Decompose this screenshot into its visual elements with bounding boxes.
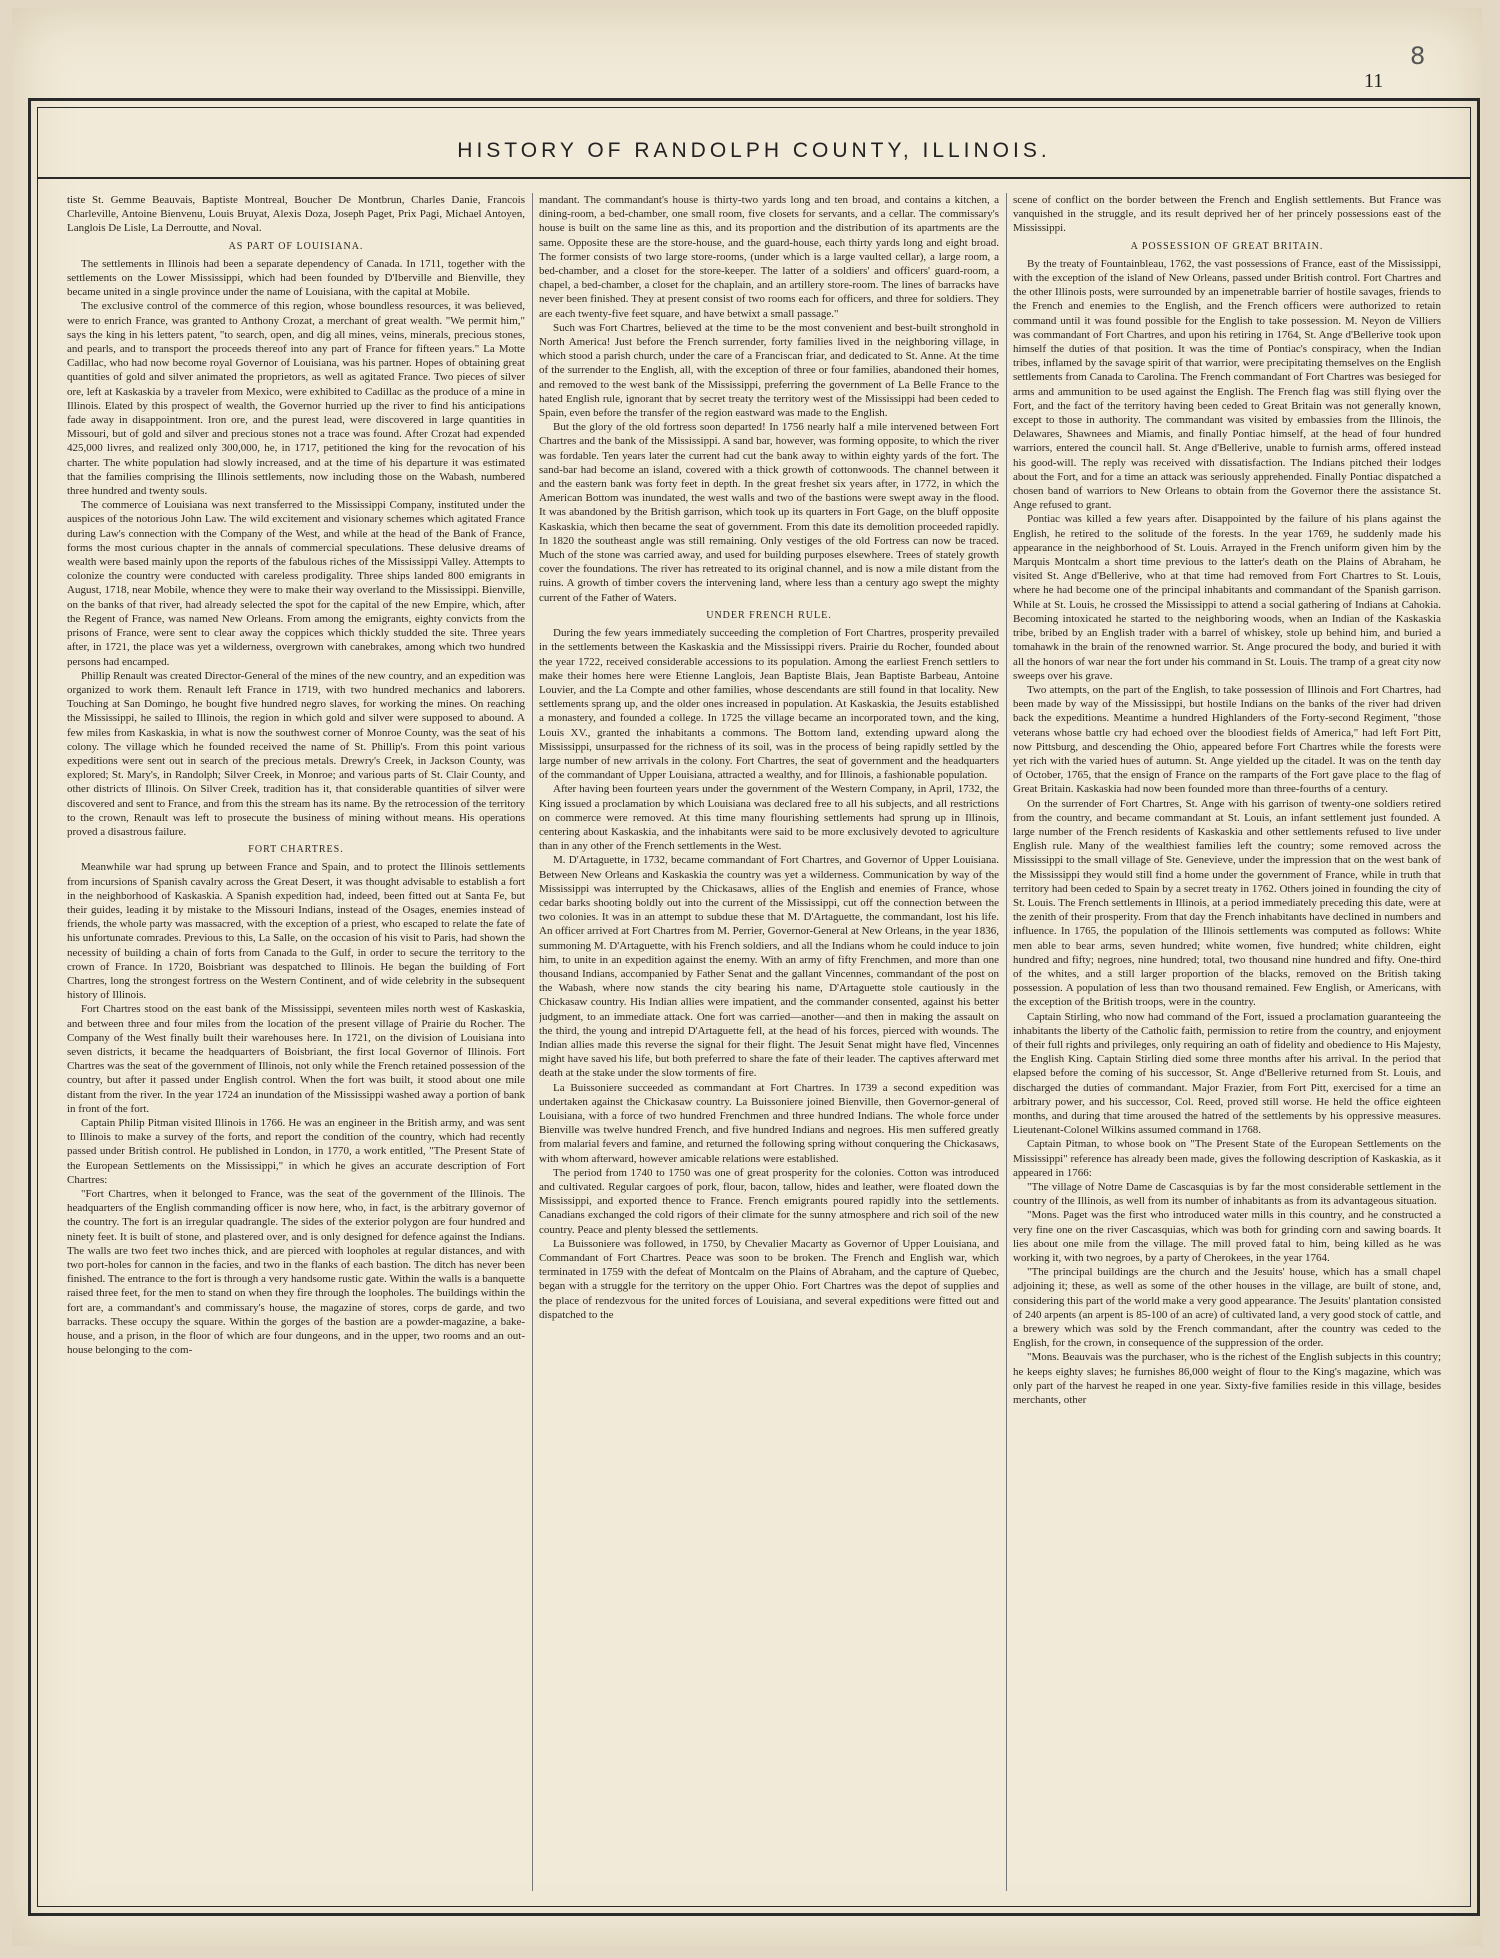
paragraph: Two attempts, on the part of the English, to take possession of Illinois and Fort Chartres, had been made by way of the Mississippi, but hostile Indians on the banks of the river had driven back the expeditions. Meantime a hundred Highlanders of the Forty-second Regiment, "those veterans whose battle cry had echoed over the bloodiest fields of America," had left Fort Pitt, now Pittsburg, and descending the Ohio, appeared before Fort Chartres while the forests were yet rich with the varied hues of autumn. St. Ange yielded up the citadel. It was on the tenth day of October, 1765, that the ensign of France on the ramparts of the Fort gave place to the flag of Great Britain. Kaskaskia had now been founded more than three-fourths of a century. (1013, 683, 1441, 796)
paragraph: "Fort Chartres, when it belonged to France, was the seat of the government of the Illinois. The headquarters of the English commanding officer is now here, who, in fact, is the arbitrary governor of the country. The fort is an irregular quadrangle. The sides of the exterior polygon are four hundred and ninety feet. It is built of stone, and plastered over, and is only designed for defence against the Indians. The walls are two feet two inches thick, and are pierced with loopholes at regular distances, and with two port-holes for cannon in the facies, and two in the flanks of each bastion. The ditch has never been finished. The entrance to the fort is through a very handsome rustic gate. Within the walls is a banquette raised three feet, for the men to stand on when they fire through the loopholes. The buildings within the fort are, a commandant's and commissary's house, the magazine of stores, corps de garde, and two barracks. These occupy the square. Within the gorges of the bastion are a powder-magazine, a bake-house, and a prison, in the floor of which are four dungeons, and in the upper, two rooms and an out-house belonging to the com- (67, 1188, 525, 1357)
paragraph: Fort Chartres stood on the east bank of the Mississippi, seventeen miles north west of Kaskaskia, and between three and four miles from the location of the present village of Prairie du Rocher. The Company of the West finally built their warehouses here. In 1721, on the division of Louisiana into seven districts, it became the headquarters of Boisbriant, the first local Governor of Illinois. Fort Chartres was the seat of the government of Illinois, not only while the French retained possession of the country, but after it passed under English control. When the fort was built, it stood about one mile distant from the river. In the year 1724 an inundation of the Mississippi washed away a portion of bank in front of the fort. (67, 1003, 525, 1115)
handwritten-note: 8 (1410, 42, 1426, 70)
paragraph: mandant. The commandant's house is thirty-two yards long and ten broad, and contains a kitchen, a dining-room, a bed-chamber, one small room, five closets for servants, and a cellar. The commissary's house is built on the same line as this, and its proportion and the distribution of its apartments are the same. Opposite these are the store-house, and the guard-house, each thirty yards long and eight broad. The former consists of two large store-rooms, (under which is a large vaulted cellar), a large room, a bed-chamber, and a closet for the store-keeper. The latter of a soldiers' and officers' guard-room, a chapel, a bed-chamber, a closet for the chaplain, and an artillery store-room. The lines of barracks have never been finished. They at present consist of two rooms each for officers, and three for soldiers. They are each twenty-five feet square, and have betwixt a small passage." (539, 194, 999, 320)
section-heading: FORT CHARTRES. (248, 844, 344, 856)
paragraph: "Mons. Paget was the first who introduced water mills in this country, and he constructed a very fine one on the river Cascasquias, which was both for grinding corn and sawing boards. It lies about one mile from the village. The mill proved fatal to him, being killed as he was working it, with two negroes, by a party of Cherokees, in the year 1764. (1013, 1209, 1441, 1265)
column-divider (532, 193, 533, 1891)
section-heading: A POSSESSION OF GREAT BRITAIN. (1130, 240, 1324, 252)
paragraph: Phillip Renault was created Director-General of the mines of the new country, and an expedition was organized to work them. Renault left France in 1719, with two hundred mechanics and laborers. Touching at San Domingo, he bought five hundred negro slaves, for working the mines. On reaching the Mississippi, he sailed to Illinois, the region in which gold and silver were supposed to abound. A few miles from Kaskaskia, in what is now the southwest corner of Monroe County, was the seat of his colony. The village which he founded received the name of St. Phillip's. From this point various expeditions were sent out in search of the precious metals. Drewry's Creek, in Jackson County, was explored; St. Mary's, in Randolph; Silver Creek, in Monroe; and various parts of St. Clair County, and other districts of Illinois. On Silver Creek, tradition has it, that considerable quantities of silver were discovered and sent to France, and from this the stream has its name. By the retrocession of the territory to the crown, Renault was left to prosecute the business of mining without means. His operations proved a disastrous failure. (67, 669, 525, 838)
paragraph: Captain Philip Pitman visited Illinois in 1766. He was an engineer in the British army, and was sent to Illinois to make a survey of the forts, and report the condition of the country, which had recently passed under British control. He published in London, in 1770, a work entitled, "The Present State of the European Settlements on the Mississippi," in which he gives an accurate description of Fort Chartres: (67, 1117, 525, 1186)
paragraph: The exclusive control of the commerce of this region, whose boundless resources, it was believed, were to enrich France, was granted to Anthony Crozat, a merchant of great wealth. "We permit him," says the king in his letters patent, "to search, open, and dig all mines, veins, minerals, precious stones, and pearls, and to transport the proceeds thereof into any part of France for fifteen years." La Motte Cadillac, who had now become royal Governor of Louisiana, was his partner. Hopes of obtaining great quantities of gold and silver animated the proprietors, as well as agitated France. Two pieces of silver ore, left at Kaskaskia by a traveler from Mexico, were exhibited to Cadillac as the produce of a mine in Illinois. Elated by this prospect of wealth, the Governor hurried up the river to find his anticipations fade away in disappointment. Iron ore, and the purest lead, were discovered in large quantities in Missouri, but of gold and silver and precious stones not a trace was found. After Crozat had expended 425,000 livres, and realized only 300,000, he, in 1717, petitioned the king for the revocation of his charter. The white population had slowly increased, and at the time of his departure it was estimated that the families comprising the Illinois settlements, now including those on the Wabash, numbered three hundred and twenty souls. (67, 300, 525, 498)
paragraph: After having been fourteen years under the government of the Western Company, in April, 1732, the King issued a proclamation by which Louisiana was declared free to all his subjects, and all restrictions on commerce were removed. At this time many flourishing settlements had sprung up in Illinois, centering about Kaskaskia, and the inhabitants were said to be more exclusively devoted to agriculture than in any other of the French settlements in the West. (539, 783, 999, 853)
paragraph: The commerce of Louisiana was next transferred to the Mississippi Company, instituted under the auspices of the notorious John Law. The wild excitement and visionary schemes which agitated France during Law's connection with the Company of the West, and while at the head of the Bank of France, forms the most curious chapter in the annals of commercial speculations. These delusive dreams of wealth were based mainly upon the reports of the fabulous riches of the Mississippi Valley. Attempts to colonize the country were conducted with careless prodigality. Three ships landed 800 emigrants in August, 1718, near Mobile, whence they were to make their way overland to the Mississippi. Bienville, on the banks of that river, had already selected the spot for the capital of the new Empire, which, after the Regent of France, was named New Orleans. From among the emigrants, eighty convicts from the prisons of France, were sent to clear away the coppices which thickly studded the site. Three years after, in 1721, the place was yet a wilderness, overgrown with canebrakes, among which two hundred persons had encamped. (67, 499, 525, 668)
paragraph: Captain Stirling, who now had command of the Fort, issued a proclamation guaranteeing the inhabitants the liberty of the Catholic faith, permission to retire from the country, and enjoyment of their full rights and privileges, only requiring an oath of fidelity and obedience to His Majesty, the English King. Captain Stirling died some three months after his arrival. In the period that elapsed before the coming of his successor, St. Ange d'Bellerive returned from St. Louis, and discharged the duties of commandant. Major Frazier, from Fort Pitt, exercised for a time an arbitrary power, and his successor, Col. Reed, proved still worse. He held the office eighteen months, and during that time aroused the hatred of the settlements by his oppressive measures. Lieutenant-Colonel Wilkins assumed command in 1768. (1013, 1010, 1441, 1137)
column-divider (1006, 193, 1007, 1891)
page-frame (28, 98, 1480, 1916)
paragraph: La Buissoniere was followed, in 1750, by Chevalier Macarty as Governor of Upper Louisiana, and Commandant of Fort Chartres. Peace was soon to be broken. The French and English war, which terminated in 1759 with the defeat of Montcalm on the Plains of Abraham, and the capture of Quebec, began with a struggle for the territory on the upper Ohio. Fort Chartres was the depot of supplies and the place of rendezvous for the united forces of Louisiana, and several expeditions were fitted out and dispatched to the (539, 1237, 999, 1321)
page-number: 11 (1364, 70, 1384, 92)
column-2 (539, 193, 999, 1893)
paragraph: On the surrender of Fort Chartres, St. Ange with his garrison of twenty-one soldiers retired from the country, and became commandant at St. Louis, an infant settlement just founded. A large number of the French residents of Kaskaskia and other settlements refused to live under English rule. Many of the wealthiest families left the country; some removed across the Mississippi to the small village of Ste. Genevieve, under the impression that on the west bank of the Mississippi they would still find a home under the government of France, while in truth that territory had been ceded to Spain by a secret treaty in 1762. Others joined in founding the city of St. Louis. The French settlements in Illinois, at a period immediately preceding this date, were at the zenith of their prosperity. From that day the French inhabitants have declined in numbers and influence. In 1765, the population of the Illinois settlements was computed as follows: White men able to bear arms, seven hundred; white women, five hundred; white children, eight hundred and fifty; negroes, nine hundred; total, two thousand nine hundred and fifty. One-third of the whites, and a still larger proportion of the blacks, removed on the British taking possession. A population of less than two thousand remained. Few English, or Americans, with the exception of the British troops, were in the country. (1013, 797, 1441, 1009)
paragraph: La Buissoniere succeeded as commandant at Fort Chartres. In 1739 a second expedition was undertaken against the Chickasaw country. La Buissoniere joined Bienville, then Governor-general of Louisiana, with a force of two hundred Frenchmen and three hundred Indians. The whole force under Bienville was twelve hundred French, and five hundred Indians and negroes. His men suffered greatly from malarial fevers and famine, and returned the following spring without conquering the Chickasaws, with whom afterward, however amicable relations were established. (539, 1081, 999, 1165)
paragraph: tiste St. Gemme Beauvais, Baptiste Montreal, Boucher De Montbrun, Charles Danie, Francois Charleville, Antoine Bienvenu, Louis Bruyat, Alexis Doza, Joseph Paget, Prix Pagi, Michael Antoyen, Langlois De Lisle, La Derroutte, and Noval. (67, 194, 525, 235)
paragraph: "The principal buildings are the church and the Jesuits' house, which has a small chapel adjoining it; these, as well as some of the other houses in the village, are built of stone, and, considering this part of the world make a very good appearance. The Jesuits' plantation consisted of 240 arpents (an arpent is 85-100 of an acre) of cultivated land, a very good stock of cattle, and a brewery which was sold by the French commandant, after the country was ceded to the English, for the crown, in consequence of the suppression of the order. (1013, 1266, 1441, 1350)
paragraph: The settlements in Illinois had been a separate dependency of Canada. In 1711, together with the settlements on the Lower Mississippi, which had been founded by D'Iberville and Bienville, they became united in a single province under the name of Louisiana, with the capital at Mobile. (67, 257, 525, 299)
paragraph: "Mons. Beauvais was the purchaser, who is the richest of the English subjects in this country; he keeps eighty slaves; he furnishes 86,000 weight of flour to the King's magazine, which was only part of the harvest he reaped in one year. Sixty-five families reside in this village, besides merchants, other (1013, 1351, 1441, 1407)
paragraph: "The village of Notre Dame de Cascasquias is by far the most considerable settlement in the country of the Illinois, as well from its number of inhabitants as from its advantageous situation. (1013, 1181, 1441, 1208)
paragraph: Captain Pitman, to whose book on "The Present State of the European Settlements on the Mississippi" reference has already been made, gives the following description of Kaskaskia, as it appeared in 1766: (1013, 1138, 1441, 1179)
title-rule (37, 177, 1471, 179)
column-1 (67, 193, 525, 1893)
section-heading: AS PART OF LOUISIANA. (228, 240, 364, 252)
paragraph: The period from 1740 to 1750 was one of great prosperity for the colonies. Cotton was introduced and cultivated. Regular cargoes of pork, flour, bacon, tallow, hides and leather, were floated down the Mississippi, and exported thence to France. French emigrants poured rapidly into the settlements. Canadians exchanged the cold rigors of their climate for the sunny atmosphere and rich soil of the new country. Peace and plenty blessed the settlements. (539, 1166, 999, 1236)
column-3 (1013, 193, 1441, 1893)
page-title: HISTORY OF RANDOLPH COUNTY, ILLINOIS. (457, 139, 1051, 162)
paragraph: scene of conflict on the border between the French and English settlements. But France was vanquished in the struggle, and its result deprived her of her princely possessions east of the Mississippi. (1013, 194, 1441, 235)
section-heading: UNDER FRENCH RULE. (706, 609, 832, 621)
paragraph: But the glory of the old fortress soon departed! In 1756 nearly half a mile intervened between Fort Chartres and the bank of the Mississippi. A sand bar, however, was forming opposite, to which the river was fordable. Ten years later the current had cut the bank away to within eighty yards of the fort. The sand-bar had become an island, covered with a thick growth of cottonwoods. The channel between it and the eastern bank was forty feet in depth. In the great freshet six years after, in 1772, in which the American Bottom was inundated, the west walls and two of the bastions were swept away in the flood. It was abandoned by the British garrison, which took up its quarters in Fort Gage, on the bluff opposite Kaskaskia, which then became the seat of government. From this date its demolition proceeded rapidly. In 1820 the southeast angle was still remaining. Only vestiges of the old Fortress can now be traced. Much of the stone was carried away, and used for building purposes elsewhere. Trees of stately growth cover the foundations. The river has retreated to its original channel, and is now a mile distant from the ruins. A growth of timber covers the intervening land, where less than a century ago swept the mighty current of the Father of Waters. (539, 421, 999, 604)
paragraph: Pontiac was killed a few years after. Disappointed by the failure of his plans against the English, he retired to the solitude of the forests. In the year 1769, he suddenly made his appearance in the neighborhood of St. Louis. Arrayed in the French uniform given him by the Marquis Montcalm a short time previous to the latter's death on the Plains of Abraham, he visited St. Ange d'Bellerive, who at that time had removed from Fort Chartres to St. Louis, where he had become one of the principal inhabitants and commandant of the Spanish garrison. While at St. Louis, he crossed the Mississippi to attend a social gathering of Indians at Cahokia. Becoming intoxicated he started to the neighboring woods, when an Indian of the Kaskaskia tribe, bribed by an English trader with a barrel of whiskey, stole up behind him, and buried a tomahawk in the brain of the renowned warrior. St. Ange procured the body, and buried it with all the honors of war near the fort under his command in St. Louis. The tramp of a great city now sweeps over his grave. (1013, 513, 1441, 682)
paragraph: Meanwhile war had sprung up between France and Spain, and to protect the Illinois settlements from incursions of Spanish cavalry across the Great Desert, it was thought advisable to establish a fort in the neighborhood of Kaskaskia. A Spanish expedition had, indeed, been fitted out at Santa Fe, but their guides, leading it by mistake to the Missouri Indians, instead of the Osages, enemies instead of friends, the whole party was massacred, with the exception of a priest, who escaped to relate the fate of his unfortunate comrades. Previous to this, La Salle, on the occasion of his visit to Paris, had shown the necessity of building a chain of forts from Canada to the Gulf, in order to secure the territory to the crown of France. In 1720, Boisbriant was despatched to Illinois. He began the building of Fort Chartres, long the strongest fortress on the Western Continent, and of wide celebrity in the subsequent history of Illinois. (67, 861, 525, 1002)
paragraph: Such was Fort Chartres, believed at the time to be the most convenient and best-built stronghold in North America! Just before the French surrender, forty families lived in the neighboring village, in which stood a parish church, under the care of a Franciscan friar, and dedicated to St. Anne. At the time of the surrender to the English, all, with the exception of three or four families, abandoned their homes, and removed to the west bank of the Mississippi, preferring the government of La Belle France to the hated English rule, ignorant that by secret treaty the territory west of the Mississippi had been ceded to Spain, even before the transfer of the region eastward was made to the English. (539, 321, 999, 420)
paragraph: M. D'Artaguette, in 1732, became commandant of Fort Chartres, and Governor of Upper Louisiana. Between New Orleans and Kaskaskia the country was yet a wilderness. Communication by way of the Mississippi was interrupted by the Chickasaws, allies of the English and enemies of France, whose cedar barks shooting boldly out into the current of the Mississippi, cut off the connection between the two colonies. It was in an attempt to subdue these that M. D'Artaguette, the commandant, lost his life. An officer arrived at Fort Chartres from M. Perrier, Governor-General at New Orleans, in the year 1836, summoning M. D'Artaguette, with his French soldiers, and all the Indians whom he could induce to join him, to unite in an expedition against the enemy. With an army of fifty Frenchmen, and more than one thousand Indians, accompanied by Father Senat and the gallant Vincennes, commandant of the post on the Wabash, where now stands the city bearing his name, D'Artaguette stole cautiously in the Chickasaw country. His Indian allies were impatient, and the commander consented, against his better judgment, to an immediate attack. One fort was carried—another—and then in making the assault on the third, the young and intrepid D'Artaguette fell, at the head of his forces, pierced with wounds. The Indian allies made this reverse the signal for their flight. The Jesuit Senat might have fled, Vincennes might have saved his life, but both preferred to share the fate of their leader. The captives afterward met death at the stake under the slow torments of fire. (539, 854, 999, 1080)
paragraph: During the few years immediately succeeding the completion of Fort Chartres, prosperity prevailed in the settlements between the Kaskaskia and the Mississippi rivers. Prairie du Rocher, founded about the year 1722, received considerable accessions to its population. Among the earliest French settlers to make their homes here were Etienne Langlois, Jean Baptiste Blais, Jean Baptiste Barbeau, Antoine Louvier, and the La Compte and other families, whose descendants are still found in that locality. New settlements sprang up, and the older ones increased in population. At Kaskaskia, the Jesuits established a monastery, and founded a college. In 1725 the village became an incorporated town, and the king, Louis XV., granted the inhabitants a commons. The Bottom land, extending upward along the Mississippi, unsurpassed for the richness of its soil, was in the process of being rapidly settled by the large number of new arrivals in the colony. Fort Chartres, the seat of government and the headquarters of the commandant of Upper Louisiana, attracted a wealthy, and for Illinois, a fashionable population. (539, 627, 999, 782)
paragraph: By the treaty of Fountainbleau, 1762, the vast possessions of France, east of the Mississippi, with the exception of the island of New Orleans, passed under British control. Fort Chartres and the other Illinois posts, were surrounded by an impenetrable barrier of hostile savages, friends to the French and enemies to the English, and the French officers were authorized to retain command until it was found possible for the English to take possession. M. Neyon de Villiers was commandant of Fort Chartres, and upon his retiring in 1764, St. Ange d'Bellerive took upon himself the duties of that position. It was the time of Pontiac's conspiracy, when the Indian tribes, inflamed by the savage spirit of that warrior, were precipitating themselves on the English settlements from Canada to Carolina. The French commandant of Fort Chartres was besieged for arms and ammunition to be used against the English. The French flag was still flying over the Fort, and the fact of the territory having been ceded to Great Britain was not generally known, except to those in authority. The commandant was visited by embassies from the Illinois, the Delawares, Shawnees and Miamis, and finally Pontiac himself, at the head of four hundred warriors, entered the council hall. St. Ange d'Bellerive, unable to furnish arms, offered instead his good-will. The reply was received with dissatisfaction. The Indians pitched their lodges about the Fort, and for a time an attack was seriously apprehended. Finally Pontiac dispatched a chosen band of warriors to New Orleans to obtain from the Governor there the assistance St. Ange refused to grant. (1013, 257, 1441, 512)
